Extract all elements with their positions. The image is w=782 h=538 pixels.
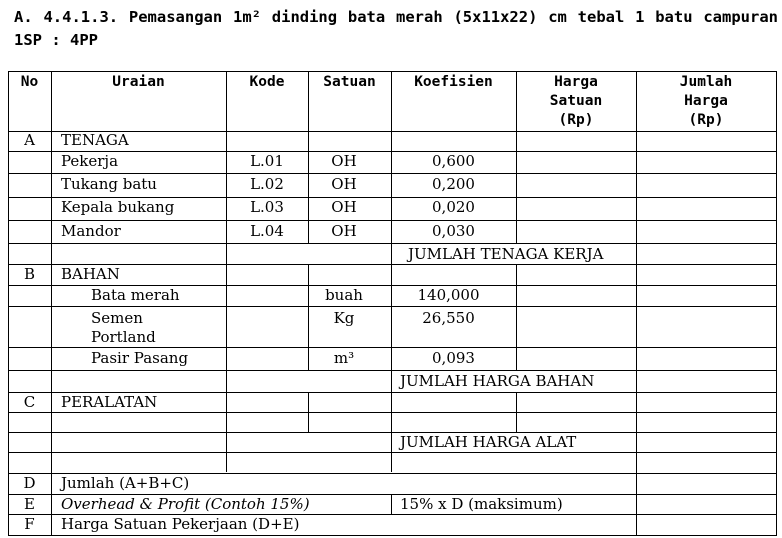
header-jumlah-harga [636, 73, 776, 130]
header-no: No [20, 74, 39, 90]
footer-f-label: Harga Satuan Pekerjaan (D+E) [61, 515, 300, 533]
table-row-uraian: Mandor [61, 222, 121, 240]
header-koefisien: Koefisien [414, 74, 493, 90]
section-b-no: B [23, 265, 36, 283]
table-row-uraian: Tukang batu [61, 175, 157, 193]
section-b-label: BAHAN [61, 265, 120, 283]
table-row-satuan: OH [331, 152, 357, 170]
table-row-uraian: Portland [91, 328, 156, 346]
row-line [8, 220, 776, 221]
total-tenaga-kerja: JUMLAH TENAGA KERJA [408, 245, 604, 263]
row-line [8, 264, 776, 265]
section-c-no: C [23, 393, 36, 411]
section-c-label: PERALATAN [61, 393, 158, 411]
table-row-uraian: Kepala bukang [61, 198, 175, 216]
table-row-satuan: OH [331, 222, 357, 240]
section-a-label: TENAGA [61, 131, 129, 149]
table-row-uraian: Pasir Pasang [91, 349, 189, 367]
table-row-uraian: Semen [91, 309, 143, 327]
footer-d-label: Jumlah (A+B+C) [61, 474, 190, 492]
table-row-kode: L.02 [250, 175, 284, 193]
table-row-koefisien: 0,600 [432, 152, 475, 170]
col-line-koefisien [516, 264, 517, 370]
table-border-right [776, 71, 777, 536]
row-line [8, 306, 776, 307]
header-harga-satuan-line: Satuan [549, 93, 603, 109]
col-line-kode [308, 392, 309, 432]
table-row-satuan: OH [331, 198, 357, 216]
table-row-koefisien: 0,020 [432, 198, 475, 216]
header-jumlah-harga-line: (Rp) [688, 112, 724, 128]
col-line-no [51, 71, 52, 536]
col-line-koefisien [516, 392, 517, 432]
total-harga-alat: JUMLAH HARGA ALAT [400, 433, 577, 451]
col-line-satuan [391, 494, 392, 514]
table-row-kode: L.01 [250, 152, 284, 170]
table-row-satuan: OH [331, 175, 357, 193]
row-line [8, 370, 776, 371]
table-row-koefisien: 140,000 [417, 286, 480, 304]
row-line [8, 243, 776, 244]
header-jumlah-harga-line: Harga [684, 93, 728, 109]
col-line-satuan [391, 71, 392, 472]
table-row-satuan: buah [325, 286, 363, 304]
total-harga-bahan: JUMLAH HARGA BAHAN [400, 372, 595, 390]
footer-e-value: 15% x D (maksimum) [400, 495, 563, 513]
table-row-koefisien: 26,550 [422, 309, 475, 327]
col-line-harga-jumlah [636, 71, 637, 536]
header-harga-satuan-line: (Rp) [558, 112, 594, 128]
footer-d-no: D [23, 474, 36, 492]
header-kode: Kode [249, 74, 285, 90]
row-line [8, 412, 776, 413]
table-border-top [8, 71, 776, 72]
footer-e-label: Overhead & Profit (Contoh 15%) [61, 495, 310, 513]
table-row-koefisien: 0,093 [432, 349, 475, 367]
table-row-uraian: Bata merah [91, 286, 180, 304]
footer-f-no: F [24, 515, 35, 533]
table-row-satuan: Kg [333, 309, 355, 327]
footer-e-no: E [24, 495, 35, 513]
header-jumlah-harga-line: Jumlah [679, 74, 733, 90]
table-row-satuan: m³ [333, 349, 355, 367]
table-row-koefisien: 0,030 [432, 222, 475, 240]
table-row-kode: L.03 [250, 198, 284, 216]
row-line [8, 452, 776, 453]
row-line [8, 347, 776, 348]
section-a-no: A [24, 131, 35, 149]
header-satuan: Satuan [323, 74, 376, 90]
table-row-koefisien: 0,200 [432, 175, 475, 193]
row-line [8, 173, 776, 174]
table-border-bottom [8, 535, 776, 536]
table-row-kode: L.04 [250, 222, 284, 240]
header-uraian: Uraian [112, 74, 165, 90]
header-harga-satuan [516, 73, 636, 130]
row-line [8, 432, 776, 433]
document-title: A. 4.4.1.3. Pemasangan 1m² dinding bata merah (5x11x22) cm tebal 1 batu campuran 1SP : 4PP [14, 8, 778, 49]
table-row-uraian: Pekerja [61, 152, 119, 170]
col-line-uraian [226, 71, 227, 472]
header-harga-satuan-line: Harga [554, 74, 598, 90]
